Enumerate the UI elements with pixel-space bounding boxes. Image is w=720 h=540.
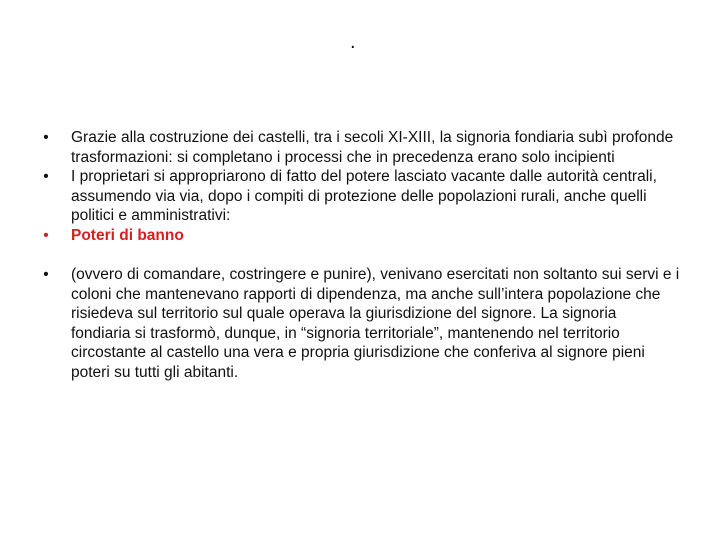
bullet-item-highlight bbox=[40, 226, 680, 246]
bullet-item bbox=[40, 265, 680, 382]
bullet-marker: • bbox=[43, 226, 49, 244]
bullet-text: Grazie alla costruzione dei castelli, tra i secoli XI-XIII, la signoria fondiaria subì profonde trasformazioni: si completano i processi che in precedenza erano solo incipienti bbox=[71, 129, 674, 166]
bullet-highlight-text: Poteri di banno bbox=[71, 226, 184, 244]
bullet-item bbox=[40, 128, 680, 167]
bullet-marker: • bbox=[43, 168, 49, 185]
bullet-marker: • bbox=[43, 266, 49, 283]
slide-title: . bbox=[350, 31, 356, 53]
bullet-text: (ovvero di comandare, costringere e punire), venivano esercitati non soltanto sui servi e i coloni che mantenevano rapporti di dipendenza, ma anche sull’intera popolazione che risiedeva sul territorio sul quale operava la giurisdizione del signore. La signoria fondiaria si trasformò, dunque, in “signoria territoriale”, mantenendo nel territorio circostante al castello una vera e propria giurisdizione che conferiva al signore pieni poteri su tutti gli abitanti. bbox=[71, 266, 680, 381]
bullet-text: I proprietari si appropriarono di fatto del potere lasciato vacante dalle autorità centrali, assumendo via via, dopo i compiti di protezione delle popolazioni rurali, anche quelli politici e amministrativi: bbox=[71, 168, 657, 224]
slide-body bbox=[40, 128, 680, 382]
bullet-marker: • bbox=[43, 129, 49, 146]
bullet-item bbox=[40, 167, 680, 226]
